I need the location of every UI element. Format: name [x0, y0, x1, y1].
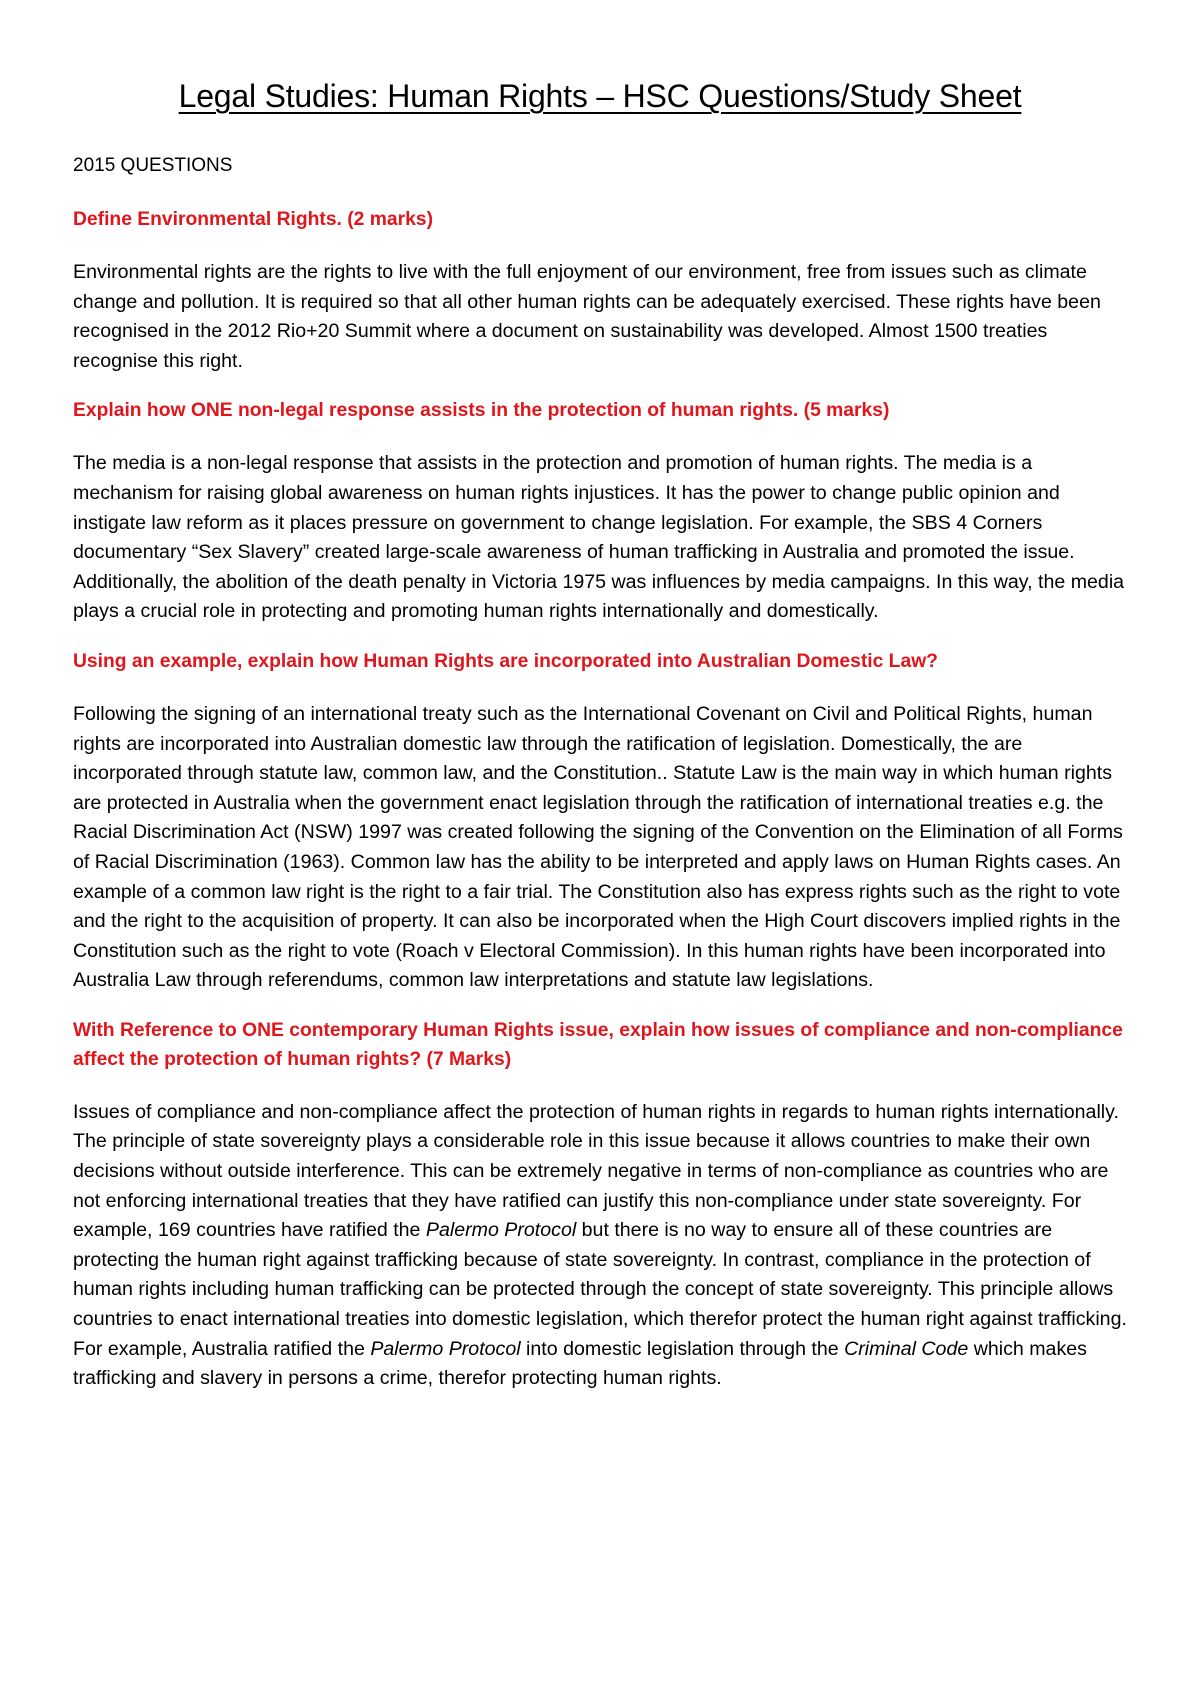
qa-block	[73, 205, 1127, 376]
qa-block	[73, 396, 1127, 627]
document-title: Legal Studies: Human Rights – HSC Questions/Study Sheet	[178, 78, 1022, 114]
answer-paragraph	[73, 449, 1127, 627]
italic-term: Palermo Protocol	[425, 1219, 577, 1242]
answer-text: but there is no way to ensure all of these countries are protecting the human right against trafficking because of state sovereignty. In contrast, compliance in the protection of human rights including human trafficking can be protected through the concept of state sovereignty. This principle allows countries to enact international treaties into domestic legislation, which therefor protect the human right against trafficking. For example, Australia ratified the	[73, 1219, 1127, 1360]
question-heading: Define Environmental Rights. (2 marks)	[73, 209, 433, 230]
section-label: 2015 QUESTIONS	[73, 155, 233, 176]
answer-text: Following the signing of an international treaty such as the International Covenant on Civil and Political Rights, human rights are incorporated into Australian domestic law through the ratification of legislation. Domestically, the are incorporated through statute law, common law, and the Constitution.. Statute Law is the main way in which human rights are protected in Australia when the government enact legislation through the ratification of international treaties e.g. the Racial Discrimination Act (NSW) 1997 was created following the signing of the Convention on the Elimination of all Forms of Racial Discrimination (1963). Common law has the ability to be interpreted and apply laws on Human Rights cases. An example of a common law right is the right to a fair trial. The Constitution also has express rights such as the right to vote and the right to the acquisition of property. It can also be incorporated when the High Court discovers implied rights in the Constitution such as the right to vote (Roach v Electoral Commission). In this human rights have been incorporated into Australia Law through referendums, common law interpretations and statute law legislations.	[73, 702, 1123, 992]
answer-text: The media is a non-legal response that assists in the protection and promotion of human rights. The media is a mechanism for raising global awareness on human rights injustices. It has the power to change public opinion and instigate law reform as it places pressure on government to change legislation. For example, the SBS 4 Corners documentary “Sex Slavery” created large-scale awareness of human trafficking in Australia and promoted the issue. Additionally, the abolition of the death penalty in Victoria 1975 was influences by media campaigns. In this way, the media plays a crucial role in protecting and promoting human rights internationally and domestically.	[73, 452, 1125, 623]
italic-term: Criminal Code	[844, 1337, 969, 1360]
answer-paragraph	[73, 258, 1127, 376]
italic-term: Palermo Protocol	[370, 1337, 521, 1360]
qa-block	[73, 647, 1127, 996]
answer-text: Environmental rights are the rights to live with the full enjoyment of our environment, free from issues such as climate change and pollution. It is required so that all other human rights can be adequately exercised. These rights have been recognised in the 2012 Rio+20 Summit where a document on sustainability was developed. Almost 1500 treaties recognise this right.	[73, 261, 1101, 372]
answer-text: Issues of compliance and non-compliance affect the protection of human rights in regards to human rights internationally. The principle of state sovereignty plays a considerable role in this issue because it allows countries to make their own decisions without outside interference. This can be extremely negative in terms of non-compliance as countries who are not enforcing international treaties that they have ratified can justify this non-compliance under state sovereignty. For example, 169 countries have ratified the	[73, 1100, 1119, 1242]
question-heading: With Reference to ONE contemporary Human Rights issue, explain how issues of compliance and non-compliance affect the protection of human rights? (7 Marks)	[73, 1019, 1123, 1070]
qa-block	[73, 1016, 1127, 1394]
answer-paragraph	[73, 1098, 1127, 1394]
question-heading: Using an example, explain how Human Rights are incorporated into Australian Domestic Law?	[73, 650, 938, 672]
answer-text: which makes trafficking and slavery in persons a crime, therefor protecting human rights.	[73, 1337, 1087, 1390]
answer-paragraph	[73, 700, 1127, 996]
question-heading: Explain how ONE non-legal response assists in the protection of human rights. (5 marks)	[73, 400, 890, 422]
answer-text: into domestic legislation through the	[520, 1337, 845, 1360]
